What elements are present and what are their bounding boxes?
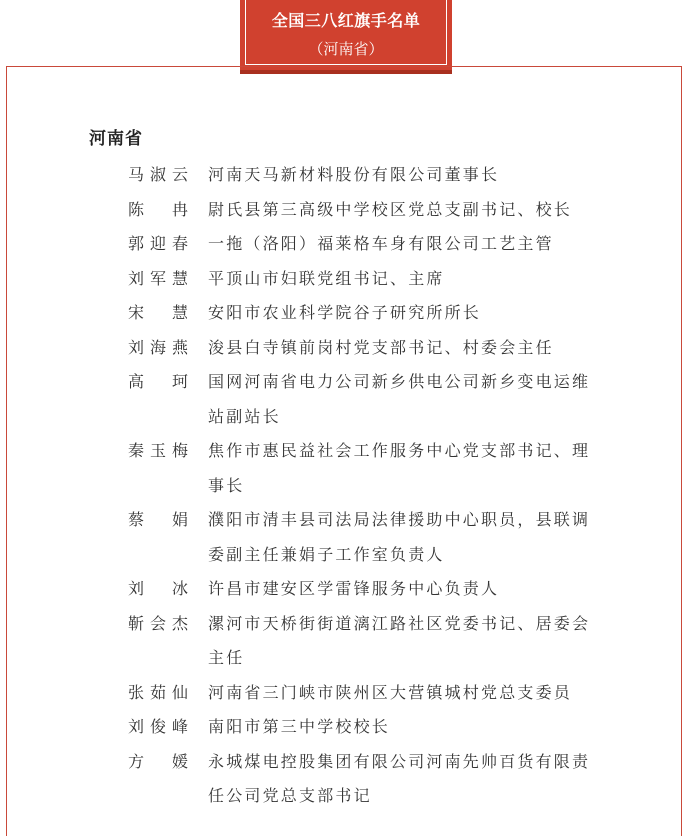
honoree-title: 许昌市建安区学雷锋服务中心负责人 bbox=[208, 579, 500, 598]
list-item bbox=[128, 434, 608, 503]
honoree-name: 高 珂 bbox=[128, 372, 188, 391]
page-subtitle: （河南省） bbox=[308, 40, 384, 58]
honoree-title: 永城煤电控股集团有限公司河南先帅百货有限责任公司党总支部书记 bbox=[208, 751, 591, 805]
header-banner bbox=[240, 0, 452, 74]
honoree-name: 靳会杰 bbox=[128, 613, 188, 633]
list-item bbox=[128, 503, 608, 572]
honoree-name: 刘海燕 bbox=[128, 337, 188, 357]
honoree-name: 郭迎春 bbox=[128, 234, 188, 253]
honoree-title: 濮阳市清丰县司法局法律援助中心职员，县联调委副主任兼娟子工作室负责人 bbox=[208, 510, 591, 564]
list-item bbox=[128, 365, 608, 434]
list-item bbox=[128, 296, 608, 331]
honoree-title: 平顶山市妇联党组书记、主席 bbox=[208, 268, 445, 288]
list-item bbox=[128, 331, 608, 366]
honoree-title: 国网河南省电力公司新乡供电公司新乡变电运维站副站长 bbox=[208, 372, 591, 426]
honoree-title: 漯河市天桥街街道漓江路社区党委书记、居委会主任 bbox=[208, 613, 591, 667]
list-item bbox=[128, 676, 608, 711]
list-item bbox=[128, 227, 608, 262]
page-title: 全国三八红旗手名单 bbox=[271, 11, 421, 30]
honoree-title: 河南省三门峡市陕州区大营镇城村党总支委员 bbox=[208, 682, 573, 702]
honoree-title: 河南天马新材料股份有限公司董事长 bbox=[208, 165, 500, 184]
province-heading: 河南省 bbox=[89, 129, 143, 149]
honoree-name: 秦玉梅 bbox=[128, 441, 188, 460]
honoree-name: 张茹仙 bbox=[128, 682, 188, 702]
honoree-title: 南阳市第三中学校校长 bbox=[208, 717, 391, 736]
honoree-name: 蔡 娟 bbox=[128, 510, 188, 529]
honoree-name: 刘军慧 bbox=[128, 268, 188, 288]
list-item bbox=[128, 572, 608, 607]
list-item bbox=[128, 710, 608, 745]
list-item bbox=[128, 193, 608, 228]
honoree-name: 宋 慧 bbox=[128, 303, 188, 322]
honoree-title: 一拖（洛阳）福莱格车身有限公司工艺主管 bbox=[208, 234, 554, 253]
honoree-name: 方 媛 bbox=[128, 751, 188, 771]
honoree-name: 刘 冰 bbox=[128, 579, 188, 598]
honoree-title: 浚县白寺镇前岗村党支部书记、村委会主任 bbox=[208, 337, 554, 357]
honoree-title: 尉氏县第三高级中学校区党总支副书记、校长 bbox=[208, 199, 573, 219]
honoree-name: 刘俊峰 bbox=[128, 717, 188, 736]
list-item bbox=[128, 745, 608, 814]
honoree-name: 陈 冉 bbox=[128, 199, 188, 219]
list-item bbox=[128, 158, 608, 193]
list-item bbox=[128, 262, 608, 297]
list-item bbox=[128, 607, 608, 676]
honoree-list bbox=[128, 158, 608, 814]
honoree-name: 马淑云 bbox=[128, 165, 188, 184]
honoree-title: 安阳市农业科学院谷子研究所所长 bbox=[208, 303, 482, 322]
honoree-title: 焦作市惠民益社会工作服务中心党支部书记、理事长 bbox=[208, 441, 591, 495]
